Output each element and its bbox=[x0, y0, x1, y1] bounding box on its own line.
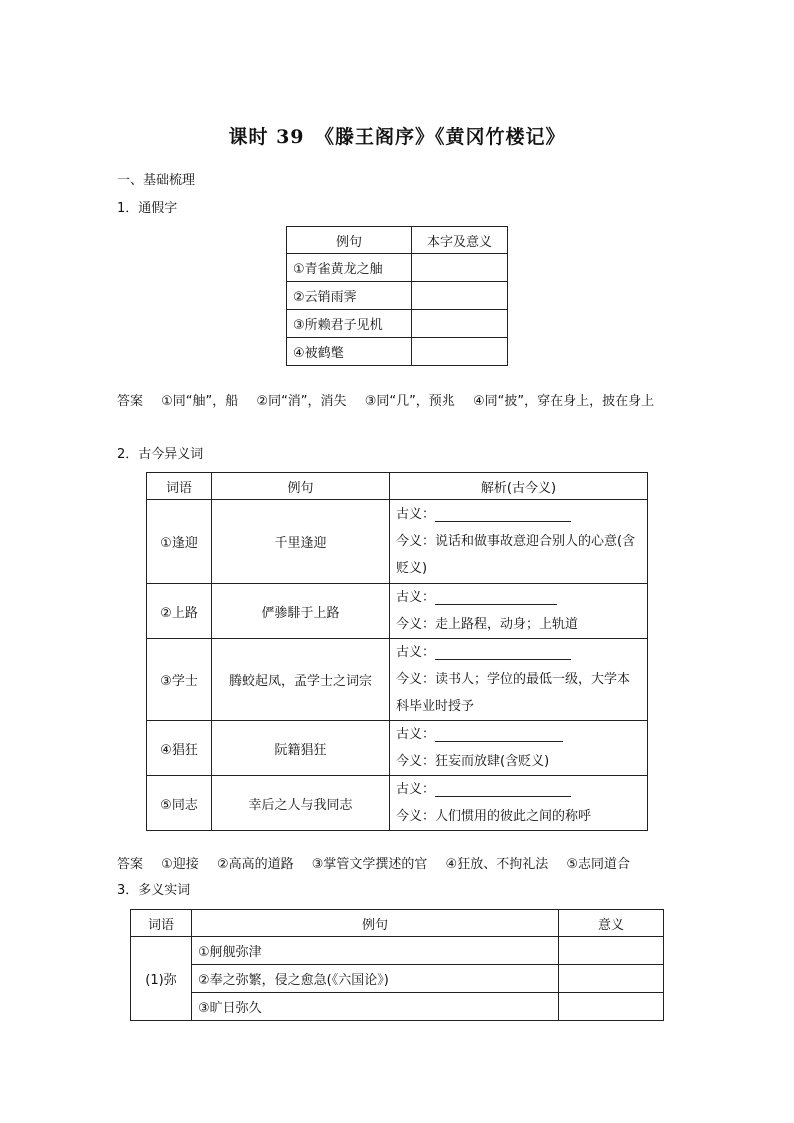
table-row bbox=[287, 310, 508, 338]
gu-label: 古义： bbox=[396, 645, 436, 660]
answer-label: 答案 bbox=[117, 857, 144, 872]
answer-item: ④狂放、不拘礼法 bbox=[445, 857, 549, 872]
answer-item: ⑤志同道合 bbox=[566, 857, 630, 872]
jin-meaning: 今义：狂妄而放肆(含贬义) bbox=[396, 754, 550, 769]
analysis-cell bbox=[390, 639, 648, 721]
answer-item: ③掌管文学撰述的官 bbox=[311, 857, 428, 872]
word-cell: ⑤同志 bbox=[147, 776, 212, 831]
table-row bbox=[147, 721, 648, 776]
analysis-cell bbox=[390, 500, 648, 584]
word-cell: ④猖狂 bbox=[147, 721, 212, 776]
analysis-cell bbox=[390, 776, 648, 831]
table-row bbox=[287, 282, 508, 310]
example-cell: ①青雀黄龙之舳 bbox=[287, 254, 412, 282]
example-cell: 阮籍猖狂 bbox=[212, 721, 390, 776]
gu-label: 古义： bbox=[396, 590, 436, 605]
example-cell: 千里逢迎 bbox=[212, 500, 390, 584]
table-row bbox=[287, 338, 508, 366]
jin-meaning: 今义：走上路程，动身；上轨道 bbox=[396, 617, 579, 632]
meaning-blank-cell bbox=[559, 965, 664, 993]
meaning-blank-cell bbox=[559, 937, 664, 965]
subheading-gujinyiyi: 2．古今异义词 bbox=[117, 447, 204, 462]
table-header: 例句 bbox=[287, 227, 412, 254]
example-cell: 幸后之人与我同志 bbox=[212, 776, 390, 831]
gu-label: 古义： bbox=[396, 507, 436, 522]
example-cell: ④被鹤氅 bbox=[287, 338, 412, 366]
table-header: 意义 bbox=[559, 910, 664, 937]
answer-item: ④同“披”，穿在身上，披在身上 bbox=[472, 394, 655, 409]
subheading-duoyishici: 3．多义实词 bbox=[117, 883, 191, 898]
jin-meaning: 今义：读书人；学位的最低一级，大学本科毕业时授予 bbox=[396, 672, 631, 714]
answer-blank-cell bbox=[412, 338, 508, 366]
section-heading-basics: 一、基础梳理 bbox=[117, 173, 196, 188]
table-row bbox=[147, 639, 648, 721]
word-cell: (1)弥 bbox=[131, 937, 192, 1021]
answer-item: ③同“几”，预兆 bbox=[364, 394, 455, 409]
table-header: 解析(古今义) bbox=[390, 473, 648, 500]
answer-item: ①同“舳”，船 bbox=[161, 394, 239, 409]
answer-item: ②高高的道路 bbox=[216, 857, 294, 872]
analysis-cell bbox=[390, 584, 648, 639]
example-cell: ①舸舰弥津 bbox=[192, 937, 559, 965]
example-cell: ②云销雨霁 bbox=[287, 282, 412, 310]
example-cell: ③所赖君子见机 bbox=[287, 310, 412, 338]
answer-tongjiazi bbox=[117, 390, 683, 414]
answer-label: 答案 bbox=[117, 394, 144, 409]
answer-item: ②同“消”，消失 bbox=[256, 394, 347, 409]
answer-blank-cell bbox=[412, 254, 508, 282]
word-cell: ②上路 bbox=[147, 584, 212, 639]
word-cell: ①逢迎 bbox=[147, 500, 212, 584]
fill-blank bbox=[435, 590, 557, 605]
table-row bbox=[131, 993, 664, 1021]
table-header: 词语 bbox=[131, 910, 192, 937]
fill-blank bbox=[435, 645, 571, 660]
answer-blank-cell bbox=[412, 310, 508, 338]
page-title: 课时 39 《滕王阁序》《黄冈竹楼记》 bbox=[228, 126, 566, 148]
answer-item: ①迎接 bbox=[161, 857, 199, 872]
word-cell: ③学士 bbox=[147, 639, 212, 721]
table-header: 词语 bbox=[147, 473, 212, 500]
example-cell: 腾蛟起凤，孟学士之词宗 bbox=[212, 639, 390, 721]
table-row bbox=[287, 254, 508, 282]
example-cell: 俨骖騑于上路 bbox=[212, 584, 390, 639]
gu-label: 古义： bbox=[396, 782, 436, 797]
analysis-cell bbox=[390, 721, 648, 776]
meaning-blank-cell bbox=[559, 993, 664, 1021]
fill-blank bbox=[435, 507, 571, 522]
table-row bbox=[147, 500, 648, 584]
example-cell: ③旷日弥久 bbox=[192, 993, 559, 1021]
tongjiazi-table bbox=[286, 226, 508, 366]
gujinyiyi-table bbox=[146, 472, 648, 831]
table-header: 本字及意义 bbox=[412, 227, 508, 254]
subheading-tongjiazi: 1．通假字 bbox=[117, 201, 178, 216]
fill-blank bbox=[435, 727, 563, 742]
table-row bbox=[147, 584, 648, 639]
jin-meaning: 今义：人们惯用的彼此之间的称呼 bbox=[396, 809, 592, 824]
fill-blank bbox=[435, 782, 571, 797]
gu-label: 古义： bbox=[396, 727, 436, 742]
table-header: 例句 bbox=[212, 473, 390, 500]
table-row bbox=[131, 965, 664, 993]
table-header: 例句 bbox=[192, 910, 559, 937]
answer-blank-cell bbox=[412, 282, 508, 310]
answer-gujinyiyi bbox=[117, 853, 683, 877]
table-row bbox=[131, 937, 664, 965]
table-row bbox=[147, 776, 648, 831]
example-cell: ②奉之弥繁，侵之愈急(《六国论》) bbox=[192, 965, 559, 993]
jin-meaning: 今义：说话和做事故意迎合别人的心意(含贬义) bbox=[396, 534, 636, 576]
duoyishici-table bbox=[130, 909, 664, 1021]
